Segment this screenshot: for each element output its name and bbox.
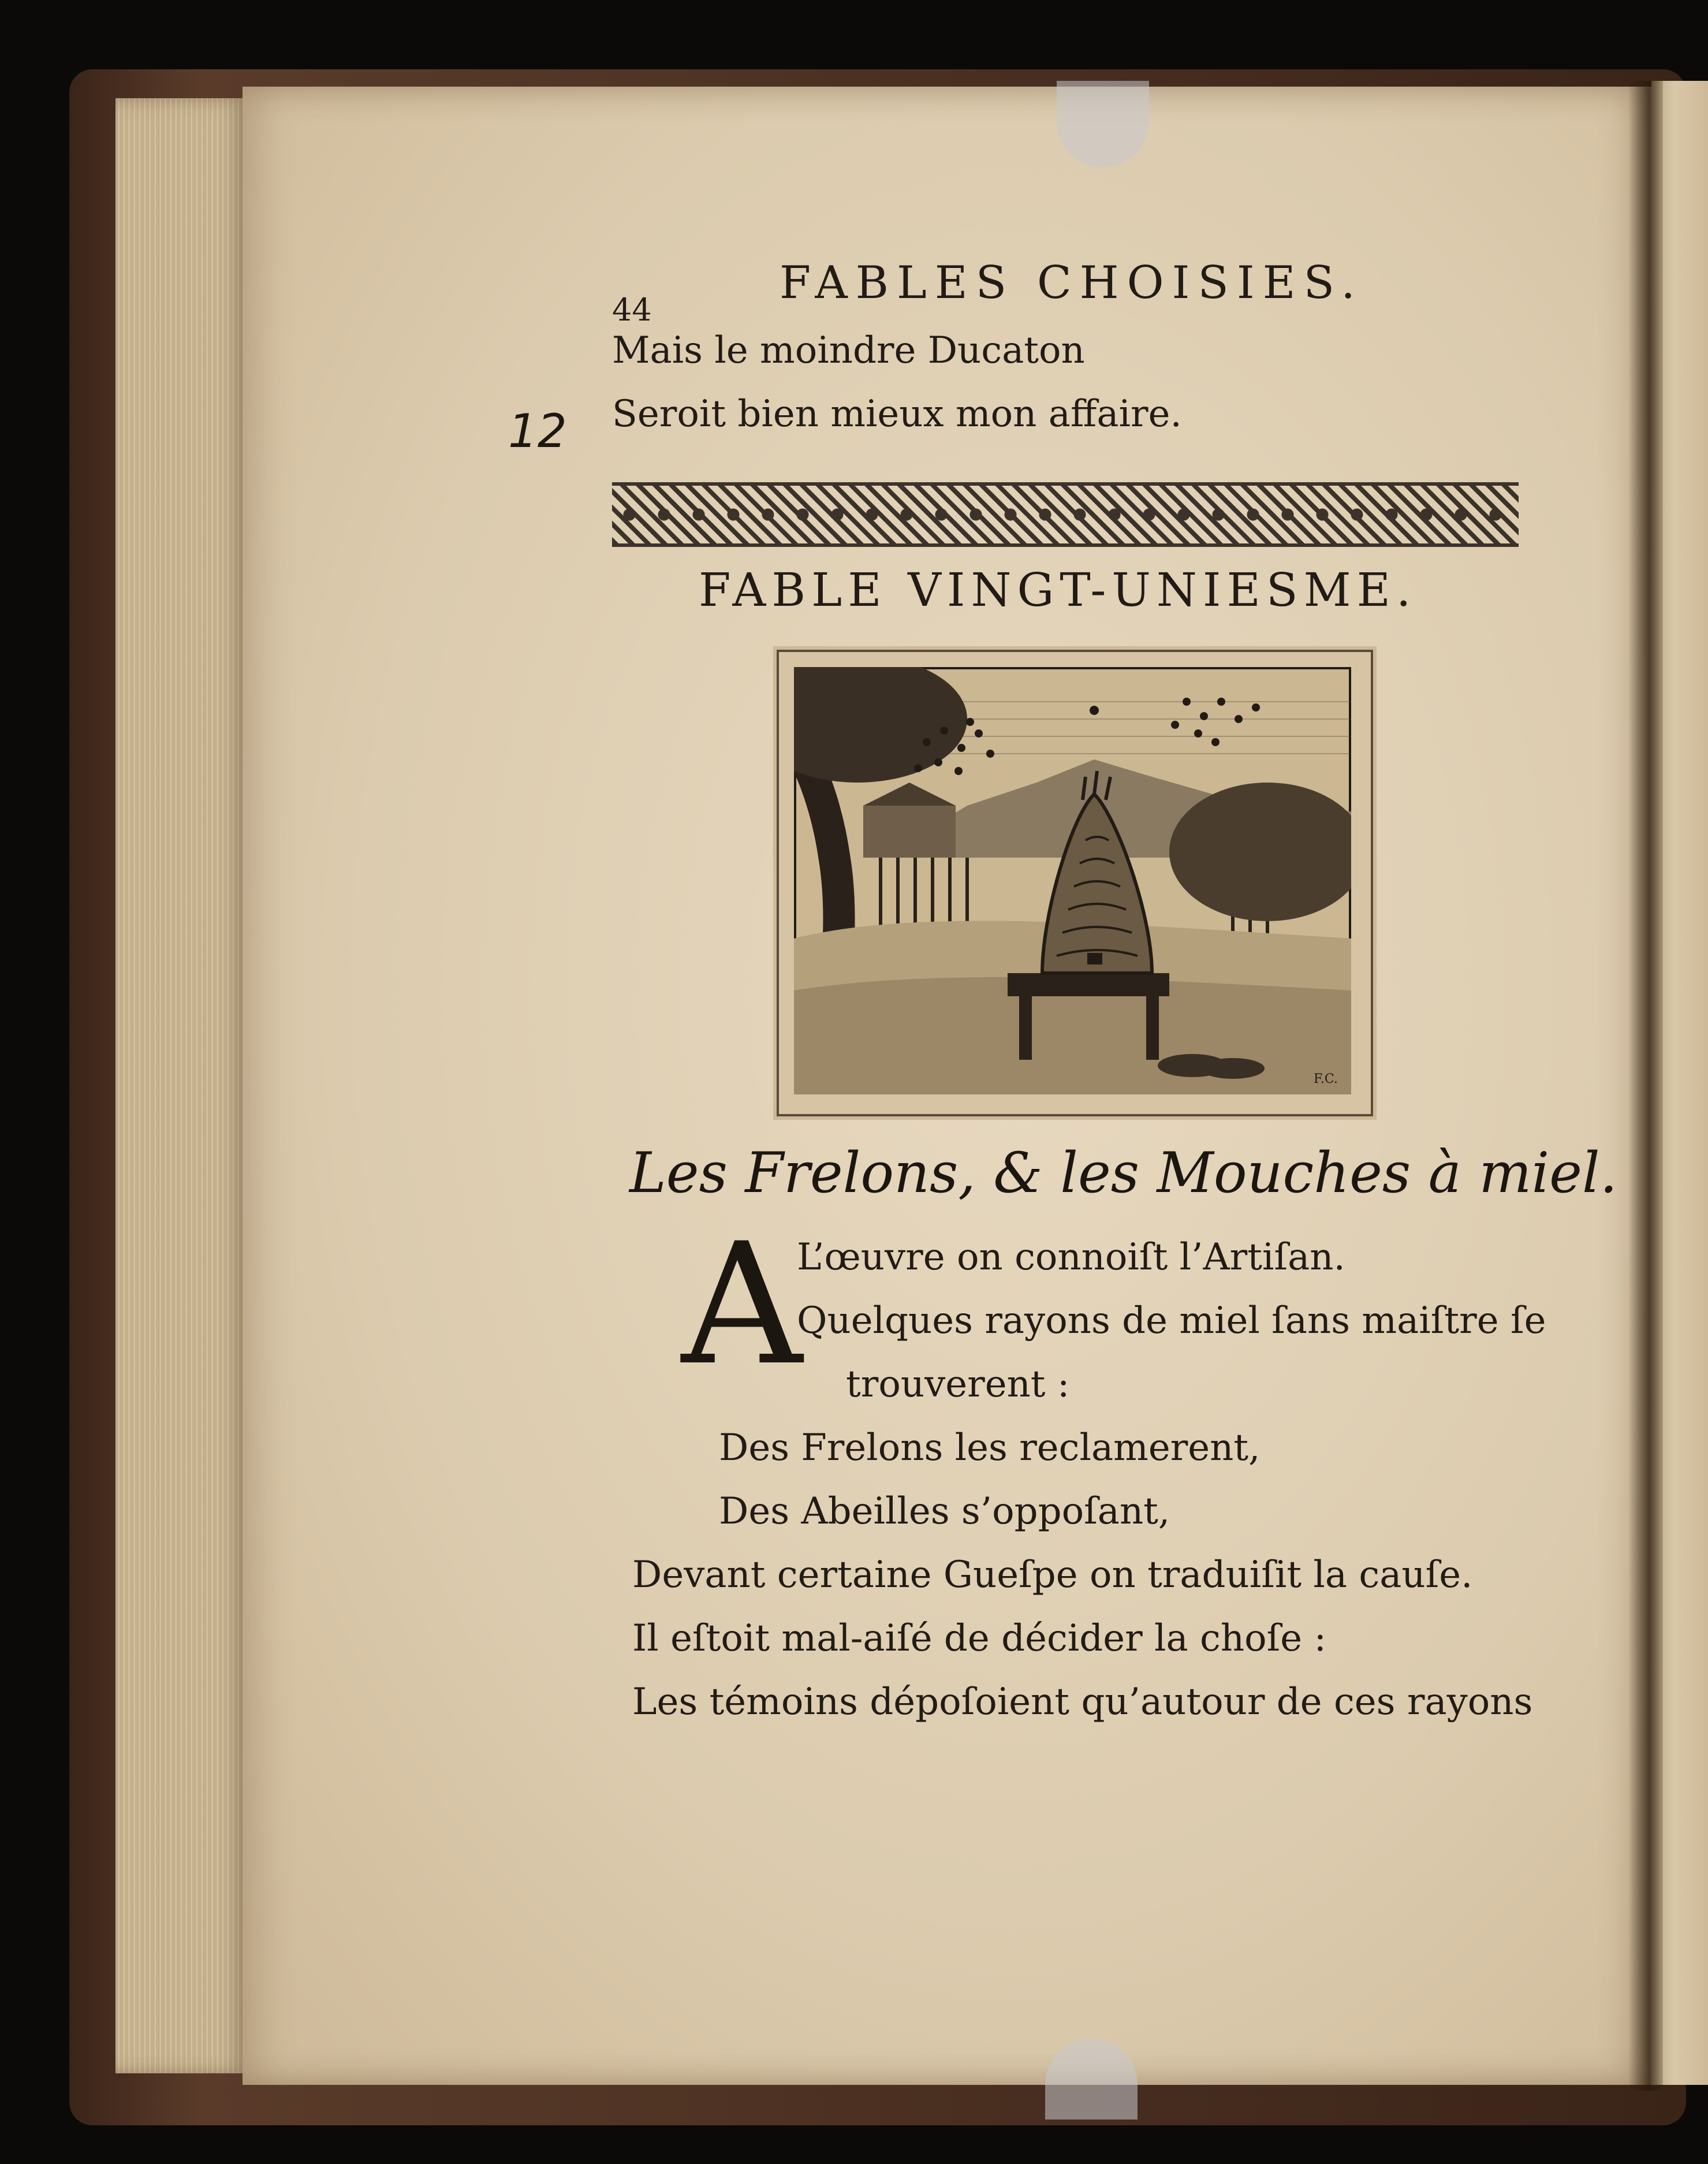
previous-fable-line-2: Seroit bien mieux mon affaire. bbox=[612, 393, 1182, 435]
previous-fable-line-1: Mais le moindre Ducaton bbox=[612, 329, 1085, 372]
beehive-engraving bbox=[794, 667, 1351, 1094]
fable-line-7: Il eſtoit mal-aiſé de décider la choſe : bbox=[632, 1617, 1327, 1660]
fable-line-3: trouverent : bbox=[846, 1363, 1070, 1406]
fable-line-2: Quelques rayons de miel ſans maiſtre ſe bbox=[797, 1299, 1546, 1342]
running-head: FABLES CHOISIES. bbox=[780, 257, 1364, 309]
drop-cap: A bbox=[681, 1208, 803, 1402]
fable-subtitle: Les Frelons, & les Mouches à miel. bbox=[629, 1141, 1618, 1205]
margin-annotation: 12 bbox=[508, 404, 567, 458]
page-number: 44 bbox=[612, 292, 652, 328]
fable-line-1: L’œuvre on connoiſt l’Artiſan. bbox=[797, 1236, 1345, 1279]
engraver-signature: F.C. bbox=[1314, 1072, 1338, 1086]
fable-line-8: Les témoins dépoſoient qu’autour de ces rayons bbox=[632, 1681, 1533, 1723]
fable-line-4: Des Frelons les reclamerent, bbox=[719, 1426, 1261, 1469]
ornamental-band bbox=[612, 482, 1519, 547]
page-fore-edge bbox=[115, 98, 248, 2073]
gutter-shadow bbox=[1628, 81, 1663, 2091]
fable-line-6: Devant certaine Gueſpe on traduiſit la cauſe. bbox=[632, 1554, 1473, 1596]
fable-line-5: Des Abeilles s’oppoſant, bbox=[719, 1490, 1170, 1533]
fable-title: FABLE VINGT-UNIESME. bbox=[699, 563, 1417, 617]
